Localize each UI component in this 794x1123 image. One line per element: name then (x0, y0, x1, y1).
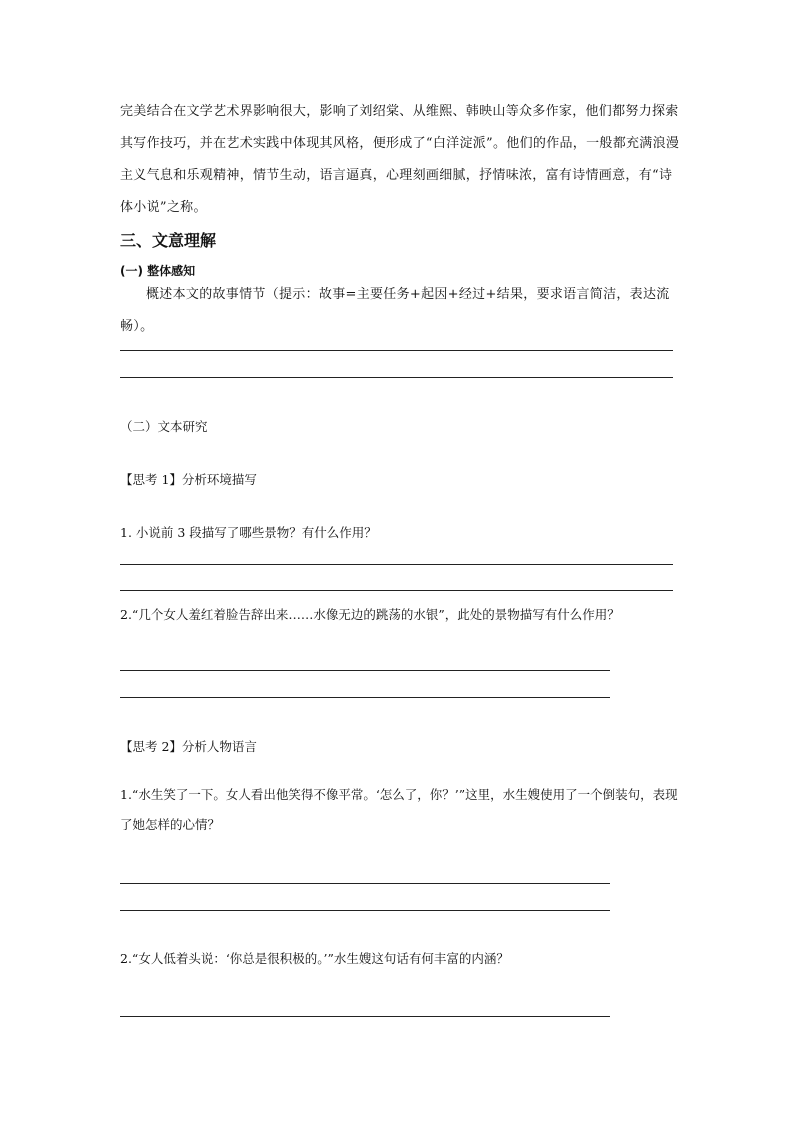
think-1-question-1: 1. 小说前 3 段描写了哪些景物？有什么作用？ (120, 525, 377, 540)
answer-line[interactable] (120, 377, 673, 378)
subsection-text-study: （二）文本研究 (120, 419, 208, 434)
answer-line[interactable] (120, 910, 610, 911)
answer-line[interactable] (120, 670, 610, 671)
answer-line[interactable] (120, 564, 673, 565)
subsection-overall-perception: (一) 整体感知 (120, 264, 196, 278)
section-heading: 三、文意理解 (120, 231, 217, 250)
think-1-heading: 【思考 1】分析环境描写 (120, 472, 257, 487)
answer-line[interactable] (120, 883, 610, 884)
think-2-question-1: 1.“水生笑了一下。女人看出他笑得不像平常。‘怎么了，你？’”这里，水生嫂使用了一个倒装句，表现了她怎样的心情？ (120, 787, 678, 832)
summary-prompt: 概述本文的故事情节（提示：故事=主要任务+起因+经过+结果，要求语言简洁，表达流畅）。 (120, 287, 670, 334)
answer-line[interactable] (120, 590, 673, 591)
think-1-question-2: 2.“几个女人羞红着脸告辞出来……水像无边的跳荡的水银”，此处的景物描写有什么作用？ (120, 607, 620, 622)
think-2-question-2: 2.“女人低着头说：‘你总是很积极的。’”水生嫂这句话有何丰富的内涵？ (120, 951, 509, 966)
think-2-heading: 【思考 2】分析人物语言 (120, 739, 257, 754)
answer-line[interactable] (120, 350, 673, 351)
answer-line[interactable] (120, 697, 610, 698)
answer-line[interactable] (120, 1016, 610, 1017)
intro-paragraph: 完美结合在文学艺术界影响很大，影响了刘绍棠、从维熙、韩映山等众多作家，他们都努力探索其写作技巧，并在艺术实践中体现其风格，便形成了“白洋淀派”。他们的作品，一般都充满浪漫主义气息和乐观精神，情节生动，语言逼真，心理刻画细腻，抒情味浓，富有诗情画意，有“诗体小说”之称。 (120, 104, 680, 215)
